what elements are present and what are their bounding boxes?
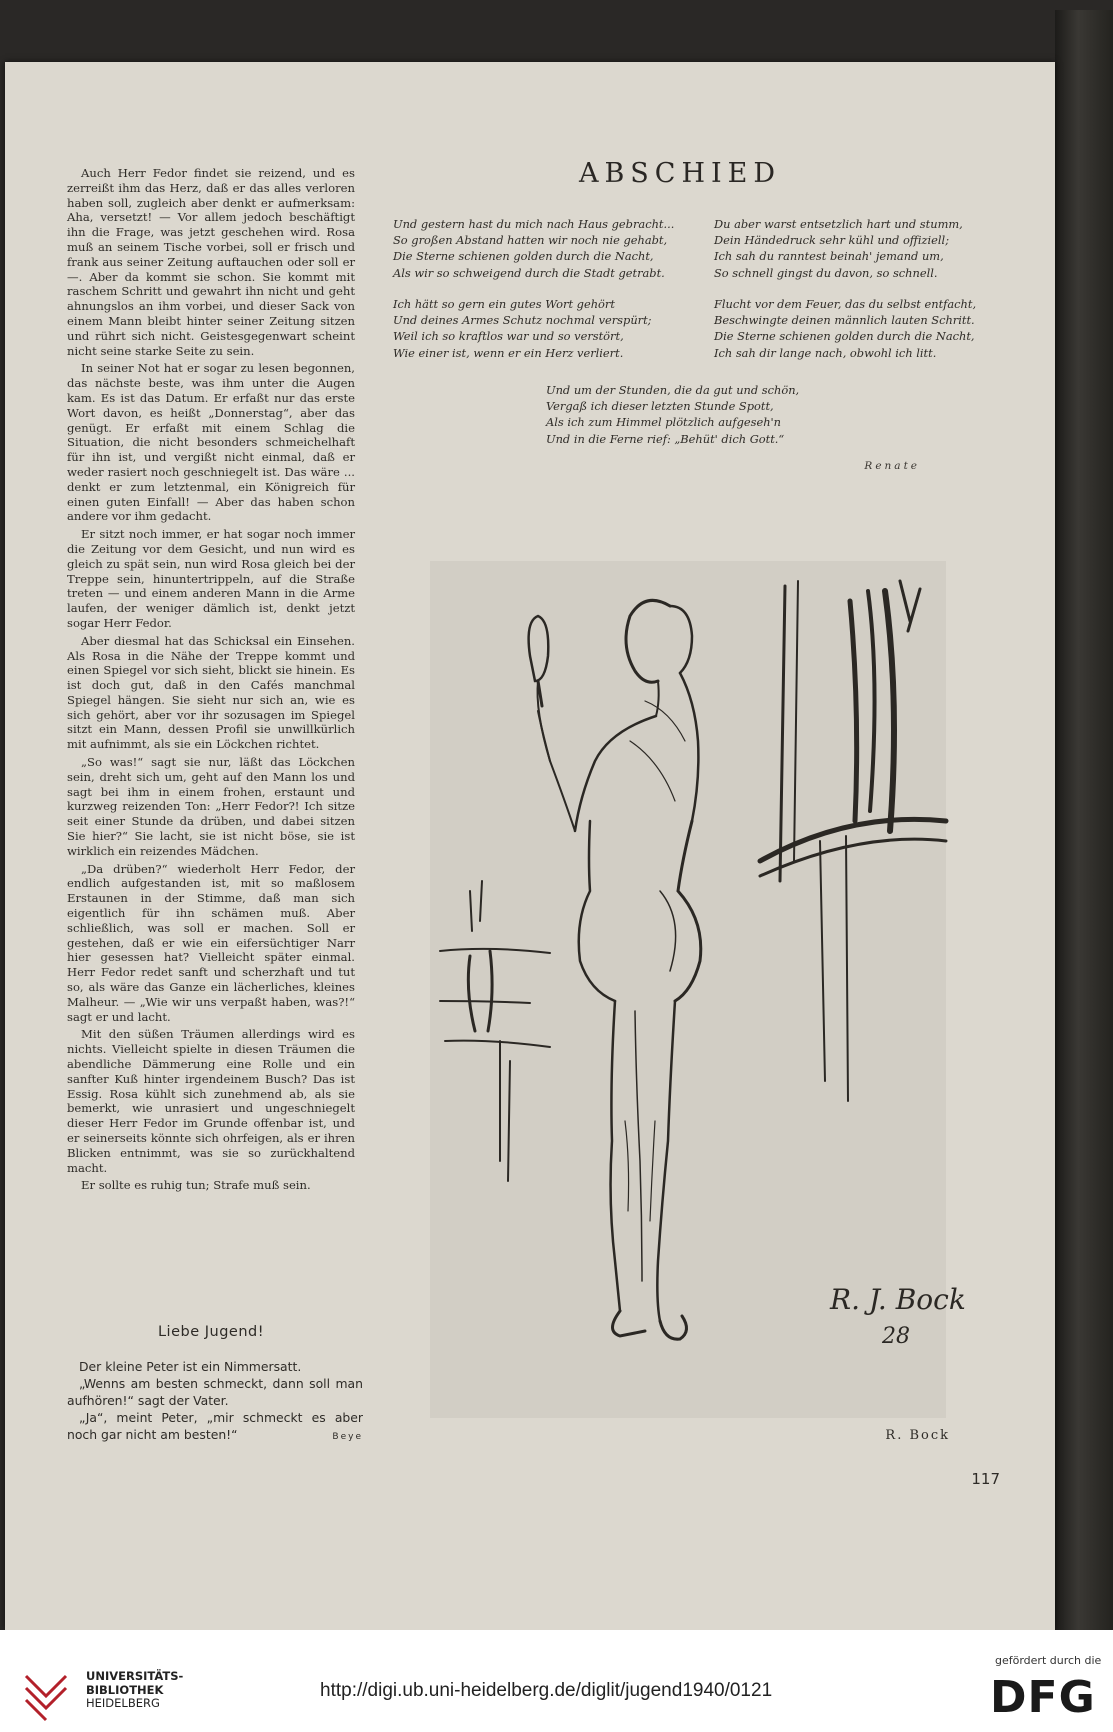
poem-line: Und um der Stunden, die da gut und schön,	[546, 383, 800, 397]
liebe-jugend-anecdote	[67, 1358, 363, 1446]
poem-line: Beschwingte deinen männlich lauten Schritt.	[714, 313, 975, 328]
poem-line: Dein Händedruck sehr kühl und offiziell;	[714, 233, 950, 248]
university-seal-icon	[18, 1666, 74, 1722]
poem-line: Du aber warst entsetzlich hart und stumm,	[714, 217, 963, 231]
dfg-logo: DFG	[990, 1672, 1096, 1723]
university-name-line: HEIDELBERG	[86, 1696, 160, 1710]
funding-note: gefördert durch die	[995, 1654, 1102, 1667]
book-edge	[1055, 10, 1113, 1630]
poem-title: ABSCHIED	[578, 158, 782, 189]
drawing-signature: R. J. Bock	[830, 1283, 966, 1316]
university-name	[86, 1670, 183, 1711]
nude-figure-drawing	[430, 561, 966, 1418]
poem-line: Wie einer ist, wenn er ein Herz verliert.	[393, 345, 624, 360]
story-paragraph: Er sitzt noch immer, er hat sogar noch immer die Zeitung vor dem Gesicht, und nun wird es gleich zu spät sein, nun wird Rosa gleich bei der Treppe sein, hinuntertrippeln, auf die Straße treten — und einem anderen Mann in die Arme laufen, der weniger dämlich ist, denkt jetzt sogar Herr Fedor.	[67, 527, 355, 630]
story-paragraph: „So was!“ sagt sie nur, läßt das Löckchen sein, dreht sich um, geht auf den Mann los und sagt bei ihm in einem frohen, erstaunt und kurzweg reizenden Ton: „Herr Fedor?! Ich sitze seit einer Stunde da drüben, und dabei sitzen Sie hier?“ Sie lacht, sie ist nicht böse, sie ist wirklich ein reizendes Mädchen.	[67, 755, 355, 858]
anecdote-line	[67, 1409, 363, 1443]
poem-stanza-4	[714, 296, 976, 361]
poem-line: Und deines Armes Schutz nochmal verspürt;	[393, 313, 652, 328]
poem-line: Ich sah du ranntest beinah' jemand um,	[714, 249, 944, 264]
poem-line: Vergaß ich dieser letzten Stunde Spott,	[546, 399, 774, 414]
poem-line: Ich hätt so gern ein gutes Wort gehört	[393, 297, 615, 311]
poem-line: So großen Abstand hatten wir noch nie gehabt,	[393, 233, 668, 248]
poem-line: Und gestern hast du mich nach Haus gebracht...	[393, 217, 675, 231]
poem-line: Die Sterne schienen golden durch die Nacht,	[714, 329, 975, 344]
story-paragraph: Mit den süßen Träumen allerdings wird es nichts. Vielleicht spielte in diesen Träumen die abendliche Dämmerung eine Rolle und ein sanfter Kuß hinter irgendeinem Busch? Das ist Essig. Rosa kühlt sich zunehmend ab, als sie bemerkt, wie unrasiert und ungeschniegelt dieser Herr Fedor im Grunde offenbar ist, und er seinerseits könnte sich ohrfeigen, als er ihren Blicken entnimmt, was sie so zurückhaltend macht.	[67, 1027, 355, 1175]
poem-line: Als wir so schweigend durch die Stadt getrabt.	[393, 265, 665, 280]
permalink-url[interactable]: http://digi.ub.uni-heidelberg.de/diglit/jugend1940/0121	[320, 1680, 773, 1701]
poem-stanza-2	[393, 296, 652, 361]
artist-caption: R. Bock	[885, 1428, 950, 1443]
story-paragraph: „Da drüben?“ wiederholt Herr Fedor, der endlich aufgestanden ist, mit so maßlosem Erstaunen in der Stimme, daß man sich eigentlich für ihn schämen muß. Aber schließlich, was soll er machen. Soll er gestehen, daß er wie ein eifersüchtiger Narr hier gesessen hat? Vielleicht später einmal. Herr Fedor redet sanft und scherzhaft und tut so, als wäre das Ganze ein lächerliches, kleines Malheur. — „Wie wir uns verpaßt haben, was?!“ sagt er und lacht.	[67, 861, 355, 1024]
poem-stanza-1	[393, 216, 674, 281]
drawing-svg	[430, 561, 966, 1418]
poem-line: Weil ich so kraftlos war und so verstört,	[393, 329, 624, 344]
anecdote-author: Beye	[332, 1432, 363, 1442]
story-paragraph: Auch Herr Fedor findet sie reizend, und es zerreißt ihm das Herz, daß er das alles verloren haben soll, zugleich aber denkt er aufmerksam: Aha, versetzt! — Vor allem jedoch beschäftigt ihn die Frage, was jetzt geschehen wird. Rosa muß an seinem Tische vorbei, soll er frisch und frank aus seiner Zeitung auftauchen oder soll er —. Aber da kommt sie schon. Sie kommt mit raschem Schritt und gewahrt ihn nicht und geht ahnungslos an ihm vorbei, und dieser Sack von einem Mann bleibt hinter seiner Zeitung sitzen und rührt sich nicht. Geistesgegenwart scheint nicht seine starke Seite zu sein.	[67, 166, 355, 358]
page-number: 117	[971, 1470, 1000, 1488]
anecdote-text: „Ja“, meint Peter, „mir schmeckt es aber noch gar nicht am besten!“	[67, 1410, 363, 1442]
poem-line: So schnell gingst du davon, so schnell.	[714, 265, 938, 280]
poem-stanza-5	[546, 382, 799, 447]
anecdote-line: Der kleine Peter ist ein Nimmersatt.	[79, 1359, 302, 1374]
drawing-signature-year: 28	[882, 1324, 910, 1349]
anecdote-line: „Wenns am besten schmeckt, dann soll man aufhören!“ sagt der Vater.	[67, 1376, 363, 1408]
story-paragraph: In seiner Not hat er sogar zu lesen begonnen, das nächste beste, was ihm unter die Augen kam. Es ist das Datum. Er erfaßt nur das erste Wort davon, es heißt „Donnerstag“, aber das genügt. Er erfaßt mit einem Schlag die Situation, die nicht besonders schmeichelhaft für ihn ist, und vergißt nicht einmal, daß er weder rasiert noch geschniegelt ist. Das wäre ... denkt er zum letztenmal, ein Königreich für einen guten Einfall! — Aber das haben schon andere vor ihm gedacht.	[67, 361, 355, 524]
story-column	[67, 166, 355, 1196]
poem-line: Als ich zum Himmel plötzlich aufgeseh'n	[546, 415, 782, 430]
story-paragraph: Er sollte es ruhig tun; Strafe muß sein.	[81, 1178, 311, 1193]
poem-line: Und in die Ferne rief: „Behüt' dich Gott.“	[546, 431, 785, 446]
footer	[0, 1630, 1113, 1732]
poem-line: Die Sterne schienen golden durch die Nacht,	[393, 249, 654, 264]
story-paragraph: Aber diesmal hat das Schicksal ein Einsehen. Als Rosa in die Nähe der Treppe kommt und einen Spiegel vor sich sieht, blickt sie hinein. Es ist doch gut, daß in den Cafés manchmal Spiegel hängen. Sie sieht nur sich an, wie es sich gehört, aber vor ihr sozusagen im Spiegel sitzt ein Mann, dessen Profil sie unwillkürlich mit aufnimmt, als sie ein Löckchen richtet.	[67, 633, 355, 752]
university-name-line: UNIVERSITÄTS-	[86, 1669, 184, 1683]
liebe-jugend-heading: Liebe Jugend!	[157, 1324, 265, 1340]
university-name-line: BIBLIOTHEK	[86, 1682, 164, 1697]
poem-line: Ich sah dir lange nach, obwohl ich litt.	[714, 345, 937, 360]
poem-line: Flucht vor dem Feuer, das du selbst entfacht,	[714, 297, 977, 311]
poem-stanza-3	[714, 216, 963, 281]
poem-author: Renate	[864, 460, 920, 472]
